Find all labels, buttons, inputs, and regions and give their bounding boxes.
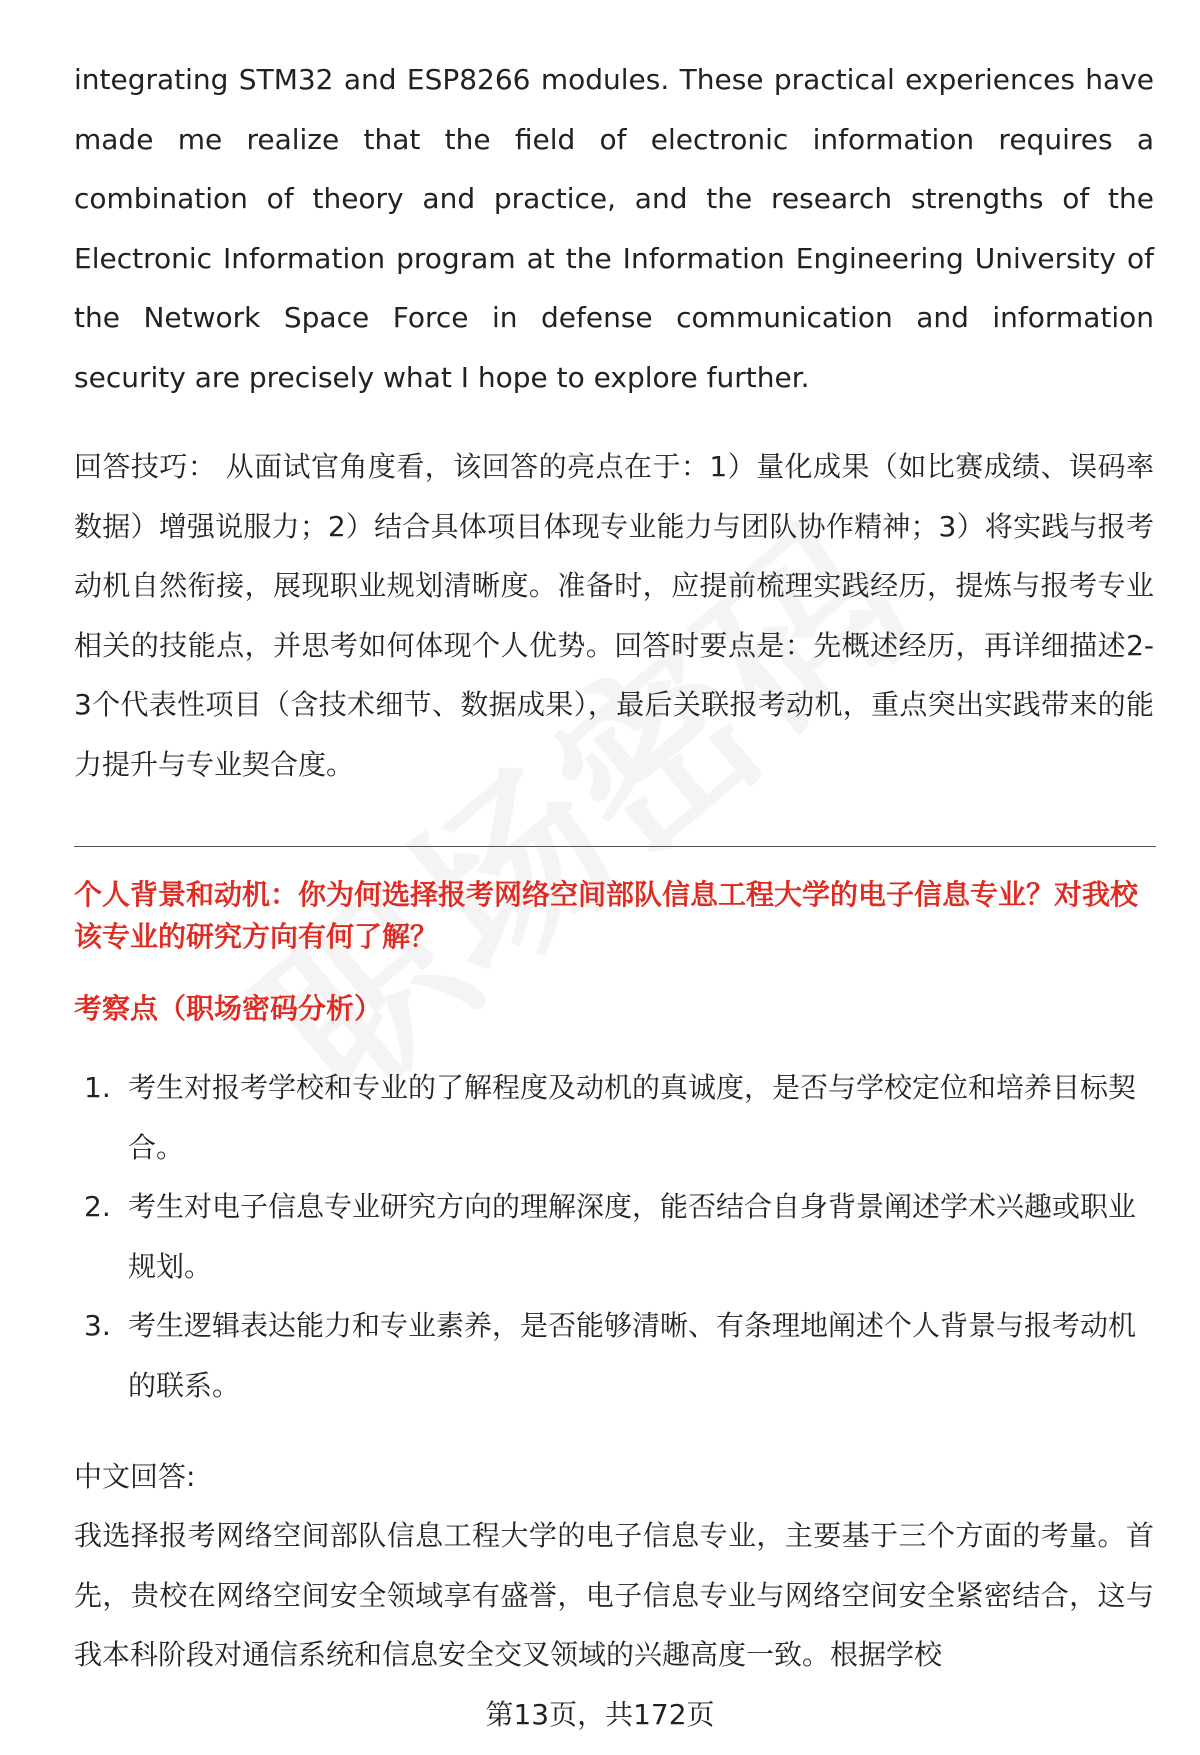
section-divider — [74, 846, 1156, 847]
question-title: 个人背景和动机：你为何选择报考网络空间部队信息工程大学的电子信息专业？对我校该专业的研究方向有何了解？ — [74, 878, 1139, 953]
list-item-text: 考生对报考学校和专业的了解程度及动机的真诚度，是否与学校定位和培养目标契合。 — [128, 1071, 1137, 1164]
chinese-answer-label: 中文回答: — [74, 1460, 196, 1493]
list-item — [74, 1058, 1156, 1177]
intro-paragraph: integrating STM32 and ESP8266 modules. These practical experiences have made me realize that the field of electronic information requires a combination of theory and practice, and the research strengths of the Electronic Information program at the Information Engineering University of the Network Space Force in defense communication and information security are precisely what I hope to explore further. — [74, 63, 1154, 394]
list-item-text: 考生逻辑表达能力和专业素养，是否能够清晰、有条理地阐述个人背景与报考动机的联系。 — [128, 1309, 1137, 1402]
list-item — [74, 1296, 1156, 1415]
exam-points-title: 考察点（职场密码分析） — [74, 992, 383, 1025]
exam-points-list — [74, 1058, 1156, 1415]
list-item-text: 考生对电子信息专业研究方向的理解深度，能否结合自身背景阐述学术兴趣或职业规划。 — [128, 1190, 1137, 1283]
list-item-number: 3. — [84, 1309, 111, 1342]
list-item-number: 1. — [84, 1071, 111, 1104]
chinese-answer-paragraph: 我选择报考网络空间部队信息工程大学的电子信息专业，主要基于三个方面的考量。首先，贵校在网络空间安全领域享有盛誉，电子信息专业与网络空间安全紧密结合，这与我本科阶段对通信系统和信息安全交叉领域的兴趣高度一致。根据学校 — [74, 1519, 1154, 1671]
page-footer: 第13页，共172页 — [485, 1698, 715, 1731]
list-item-number: 2. — [84, 1190, 111, 1223]
list-item — [74, 1177, 1156, 1296]
answer-tips-paragraph: 回答技巧： 从面试官角度看，该回答的亮点在于：1）量化成果（如比赛成绩、误码率数据）增强说服力；2）结合具体项目体现专业能力与团队协作精神；3）将实践与报考动机自然衔接，展现职业规划清晰度。准备时，应提前梳理实践经历，提炼与报考专业相关的技能点，并思考如何体现个人优势。回答时要点是：先概述经历，再详细描述2-3个代表性项目（含技术细节、数据成果），最后关联报考动机，重点突出实践带来的能力提升与专业契合度。 — [74, 450, 1154, 781]
